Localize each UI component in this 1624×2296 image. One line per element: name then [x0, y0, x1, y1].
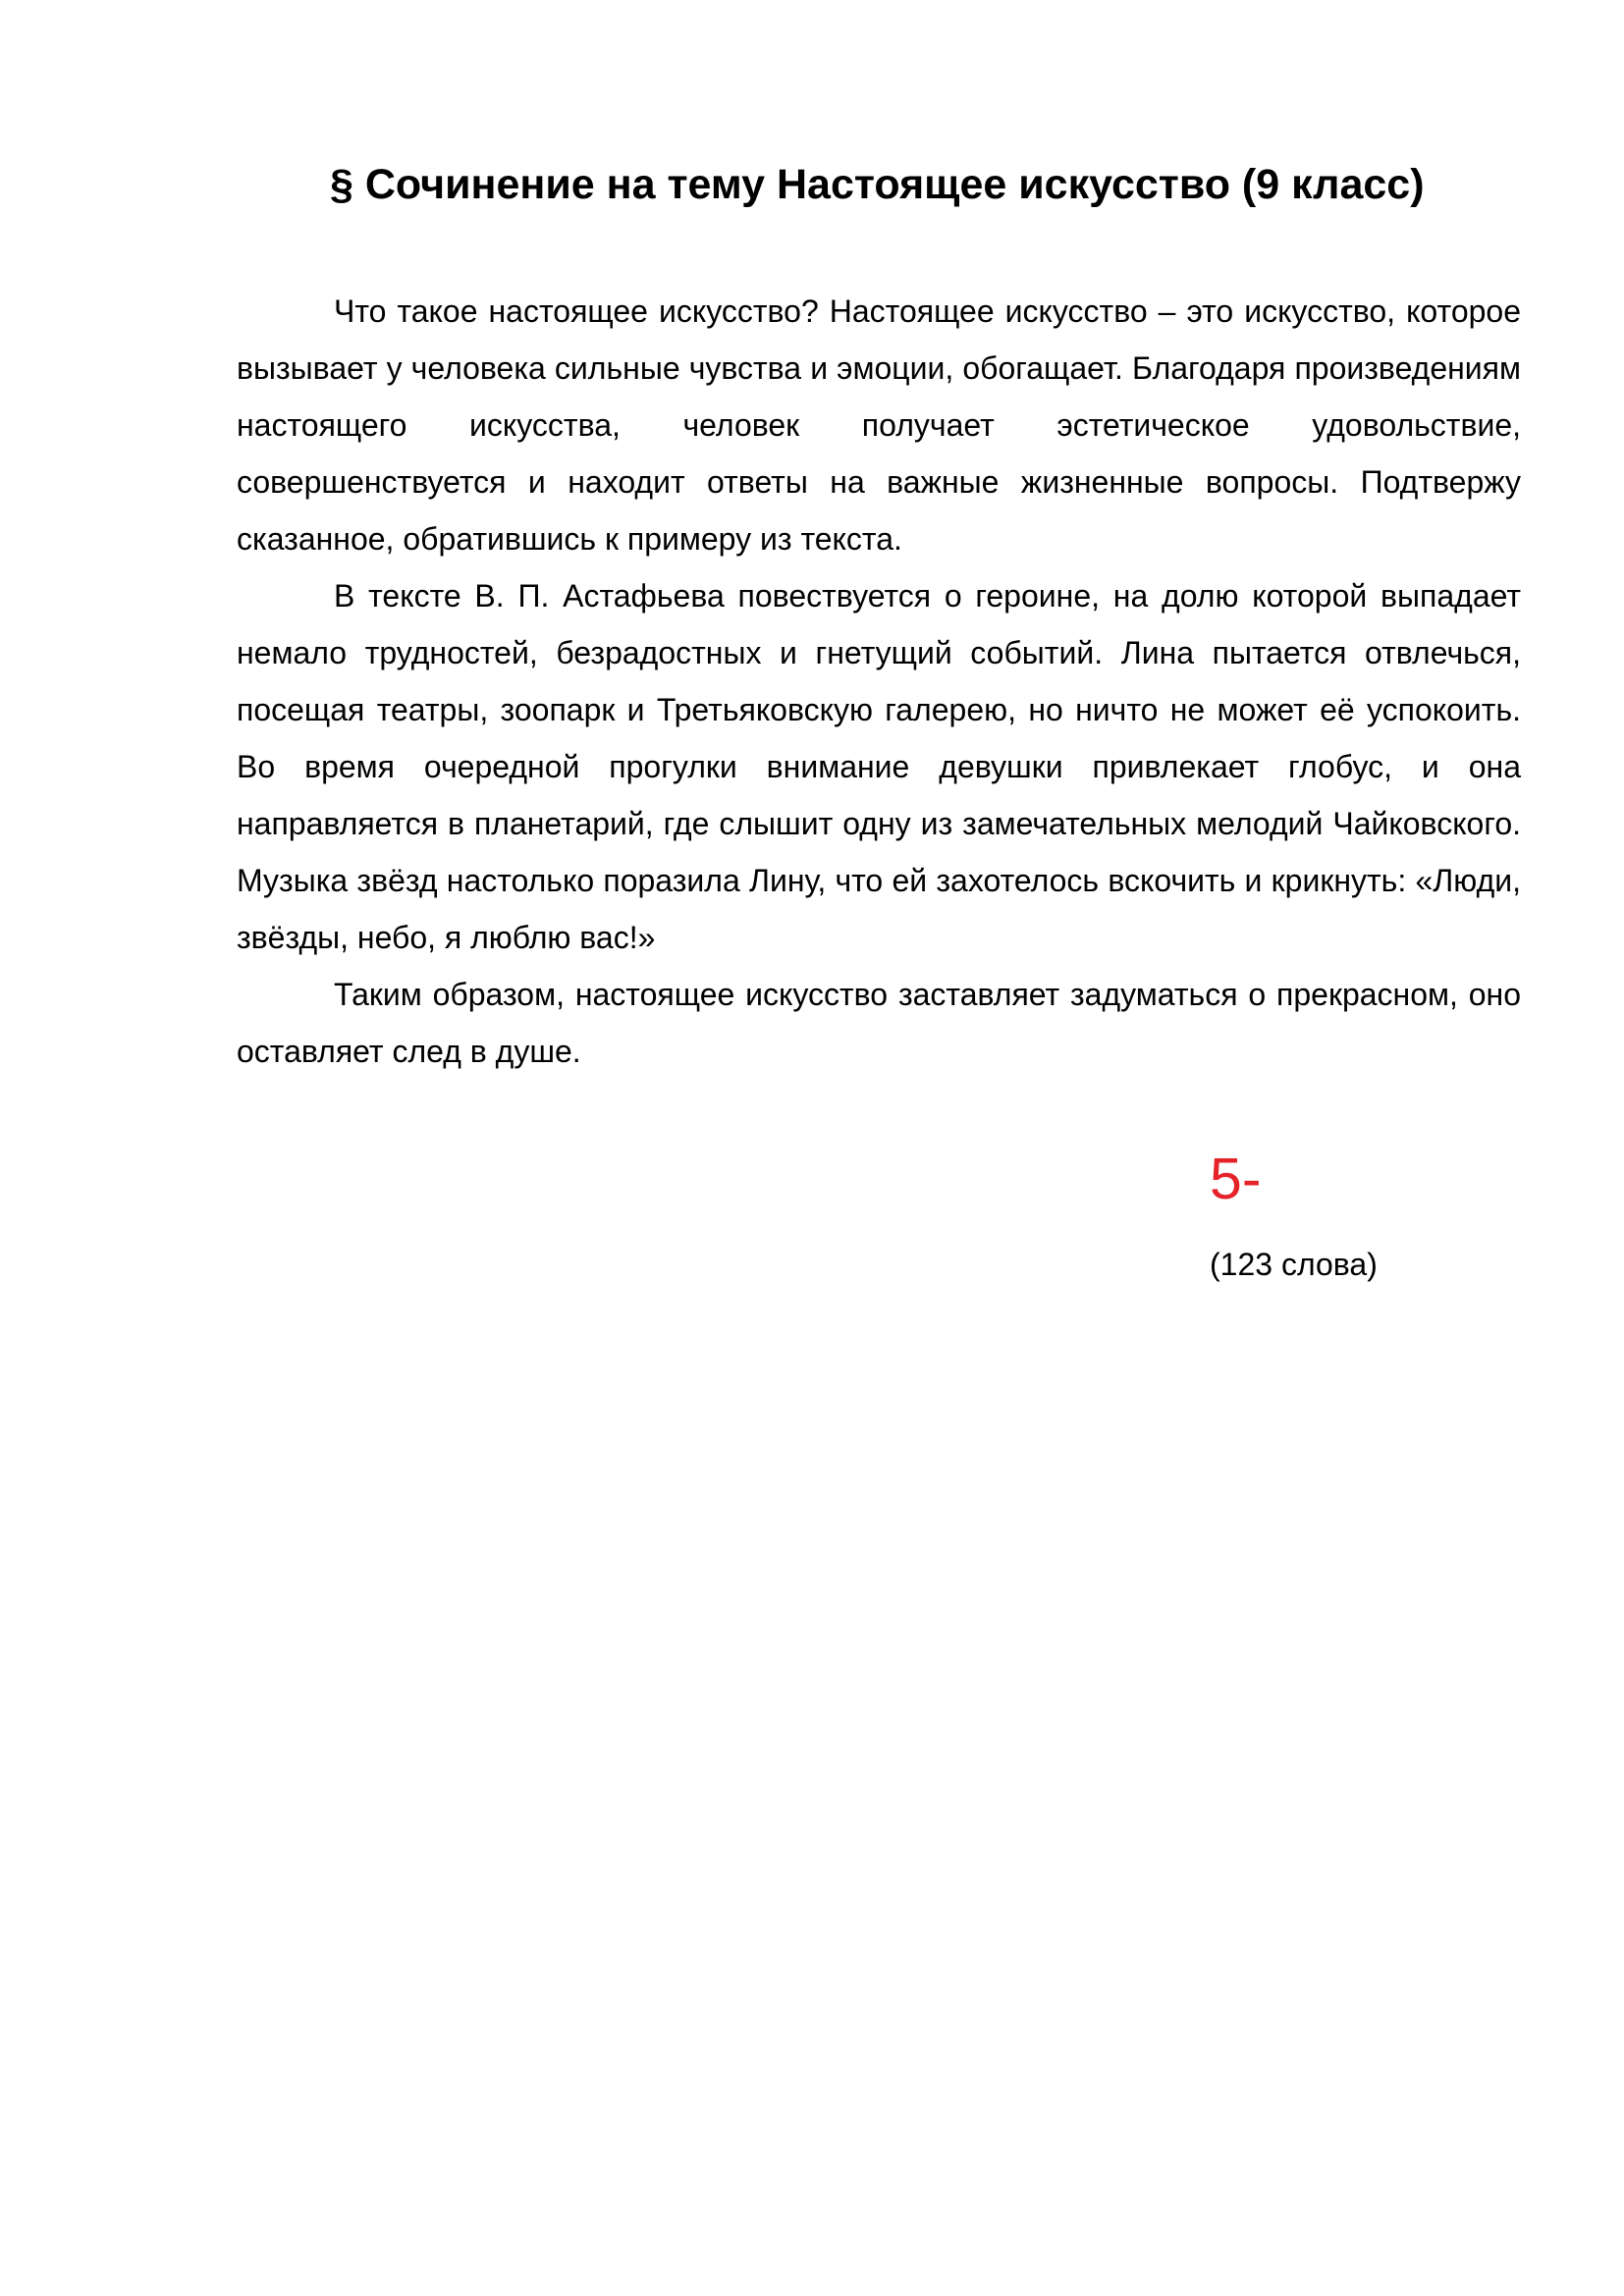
paragraph-argument: В тексте В. П. Астафьева повествуется о героине, на долю которой выпадает немало трудностей, безрадостных и гнетущий событий. Лина пытается отвлечься, посещая театры, зоопарк и Третьяковскую галерею, но ничто не может её успокоить. Во время очередной прогулки внимание девушки привлекает глобус, и она направляется в планетарий, где слышит одну из замечательных мелодий Чайковского. Музыка звёзд настолько поразила Лину, что ей захотелось вскочить и крикнуть: «Люди, звёзды, небо, я люблю вас!» [237, 578, 1521, 955]
grade-mark: 5- [1210, 1147, 1262, 1211]
essay-body [237, 283, 1521, 1080]
paragraph-conclusion: Таким образом, настоящее искусство заставляет задуматься о прекрасном, оно оставляет след в душе. [237, 977, 1521, 1069]
essay-title: § Сочинение на тему Настоящее искусство (9 класс) [330, 161, 1425, 208]
paragraph-intro: Что такое настоящее искусство? Настоящее искусство – это искусство, которое вызывает у человека сильные чувства и эмоции, обогащает. Благодаря произведениям настоящего искусства, человек получает эстетическое удовольствие, совершенствуется и находит ответы на важные жизненные вопросы. Подтвержу сказанное, обратившись к примеру из текста. [237, 294, 1521, 557]
word-count: (123 слова) [1210, 1247, 1378, 1282]
